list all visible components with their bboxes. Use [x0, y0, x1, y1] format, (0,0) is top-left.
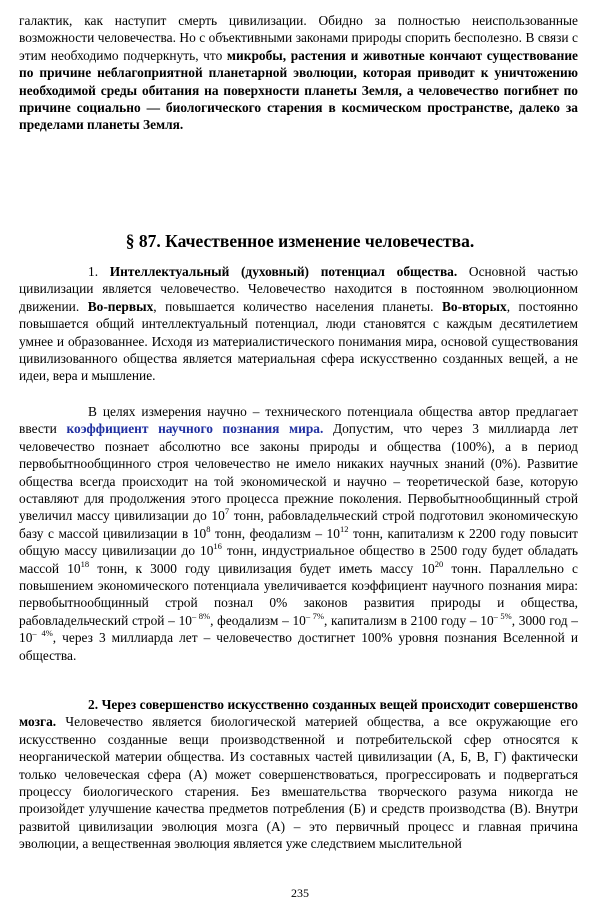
exponent: 12	[339, 523, 349, 534]
exponent: 7	[224, 506, 230, 517]
potential-text: Основной частью цивилизации является человечество. Человечество находится в постоянном эволюционном движении.	[19, 264, 579, 314]
coefficient-text: , капитализм в 2100 году – 10	[323, 612, 494, 628]
paragraph-brain	[19, 696, 578, 853]
exponent: – 8%	[191, 610, 211, 621]
coefficient-highlight: коэффициент научного познания мира.	[66, 421, 324, 437]
exponent: 16	[213, 541, 222, 552]
intro-text: галактик, как наступит смерть цивилизации. Обидно за полностью неиспользованные возможности человечества. Но с объективными законами природы спорить бесполезно. В связи с этим необходимо подчеркнуть, что	[19, 13, 578, 63]
coefficient-text: тонн, к 3000 году цивилизация будет иметь массу 10	[89, 560, 435, 576]
coefficient-text: тонн, рабовладельческий строй подготовил экономическую базу с массой цивилизации в 10	[19, 508, 578, 541]
section-heading: § 87. Качественное изменение человечества.	[125, 231, 475, 251]
exponent: – 7%	[305, 610, 324, 621]
coefficient-text: В целях измерения научно – технического потенциала общества автор предлагает ввести	[19, 404, 578, 437]
page-number: 235	[291, 886, 309, 900]
exponent: – 4%	[32, 628, 53, 639]
potential-bold-title: Интеллектуальный (духовный) потенциал общества.	[109, 264, 458, 279]
paragraph-intro	[19, 12, 578, 134]
coefficient-text: Допустим, что через 3 миллиарда лет человечество познает абсолютно все законы природы и общества (100%), а в период первобытнообщинного строя человечество не имело никаких научных знаний (0%). Развитие общества всегда происходит на той экономической и научно – теоретической базе, которую оставляют для продолжения этого процесса прежние поколения. Первобытнообщинный строй увеличил массу цивилизации до 10	[19, 421, 578, 524]
coefficient-text: тонн, феодализм – 10	[210, 525, 340, 541]
coefficient-text: , через 3 миллиарда лет – человечество достигнет 100% уровня познания Вселенной и общества.	[19, 630, 578, 663]
potential-text: , повышается количество населения планеты.	[153, 298, 442, 314]
exponent: 8	[206, 523, 211, 534]
coefficient-text: тонн, капитализм к 2200 году повысит общую массу цивилизации до 10	[19, 525, 578, 559]
exponent: 20	[434, 558, 444, 569]
firstly-bold: Во-первых	[87, 298, 154, 314]
coefficient-text: , феодализм – 10	[210, 612, 306, 628]
brain-text: Человечество является биологической материей общества, а все окружающие его искусственно созданные вещи производственной и потребительской сфер относятся к неорганической материи общества. Из составных частей цивилизации (А, Б, В, Г) фактически только человеческая сфера (А) может совершенствоваться, прогрессировать и подвергаться процессу биологического старения. Без вмешательства творческого разума никогда не произойдет улучшение качества предметов потребления (Б) и средств производства (В). Внутри развитой цивилизации эволюция мозга (А) – это первичный процесс и главная причина эволюции, а вещественная эволюция является уже следствием мыслительной	[19, 714, 578, 852]
paragraph-coefficient	[19, 403, 578, 664]
coefficient-text: тонн, индустриальное общество в 2500 году будет обладать массой 10	[19, 543, 578, 576]
potential-text: , постоянно повышается общий интеллектуальный потенциал, люди становятся с каждым десятилетием умнее и образованнее. Исходя из материалистического понимания мира, основой существования цивилизованного общества является материальная сфера искусственно созданных вещей, а не идеи, вера и мышление.	[19, 298, 578, 384]
coefficient-text: , 3000 год – 10	[19, 612, 578, 646]
brain-bold-title: 2. Через совершенство искусственно созданных вещей происходит совершенство мозга.	[19, 697, 578, 730]
item-number: 1.	[88, 264, 110, 279]
paragraph-potential	[19, 263, 578, 385]
intro-bold-text: микробы, растения и животные кончают существование по причине неблагоприятной планетарной эволюции, которая приводит к уничтожению необходимой среды обитания на поверхности планеты Земля, а человечество погибнет по причине социально — биологического старения в космическом пространстве, далеко за пределами планеты Земля.	[19, 47, 578, 133]
exponent: – 5%	[493, 610, 512, 621]
exponent: 18	[80, 558, 90, 569]
coefficient-text: тонн. Параллельно с повышением экономического потенциала увеличивается коэффициент научного познания мира: первобытнообщинный строй познал 0% законов развития природы и общества, рабовладельческий строй – 10	[19, 560, 579, 628]
secondly-bold: Во-вторых	[442, 298, 507, 314]
